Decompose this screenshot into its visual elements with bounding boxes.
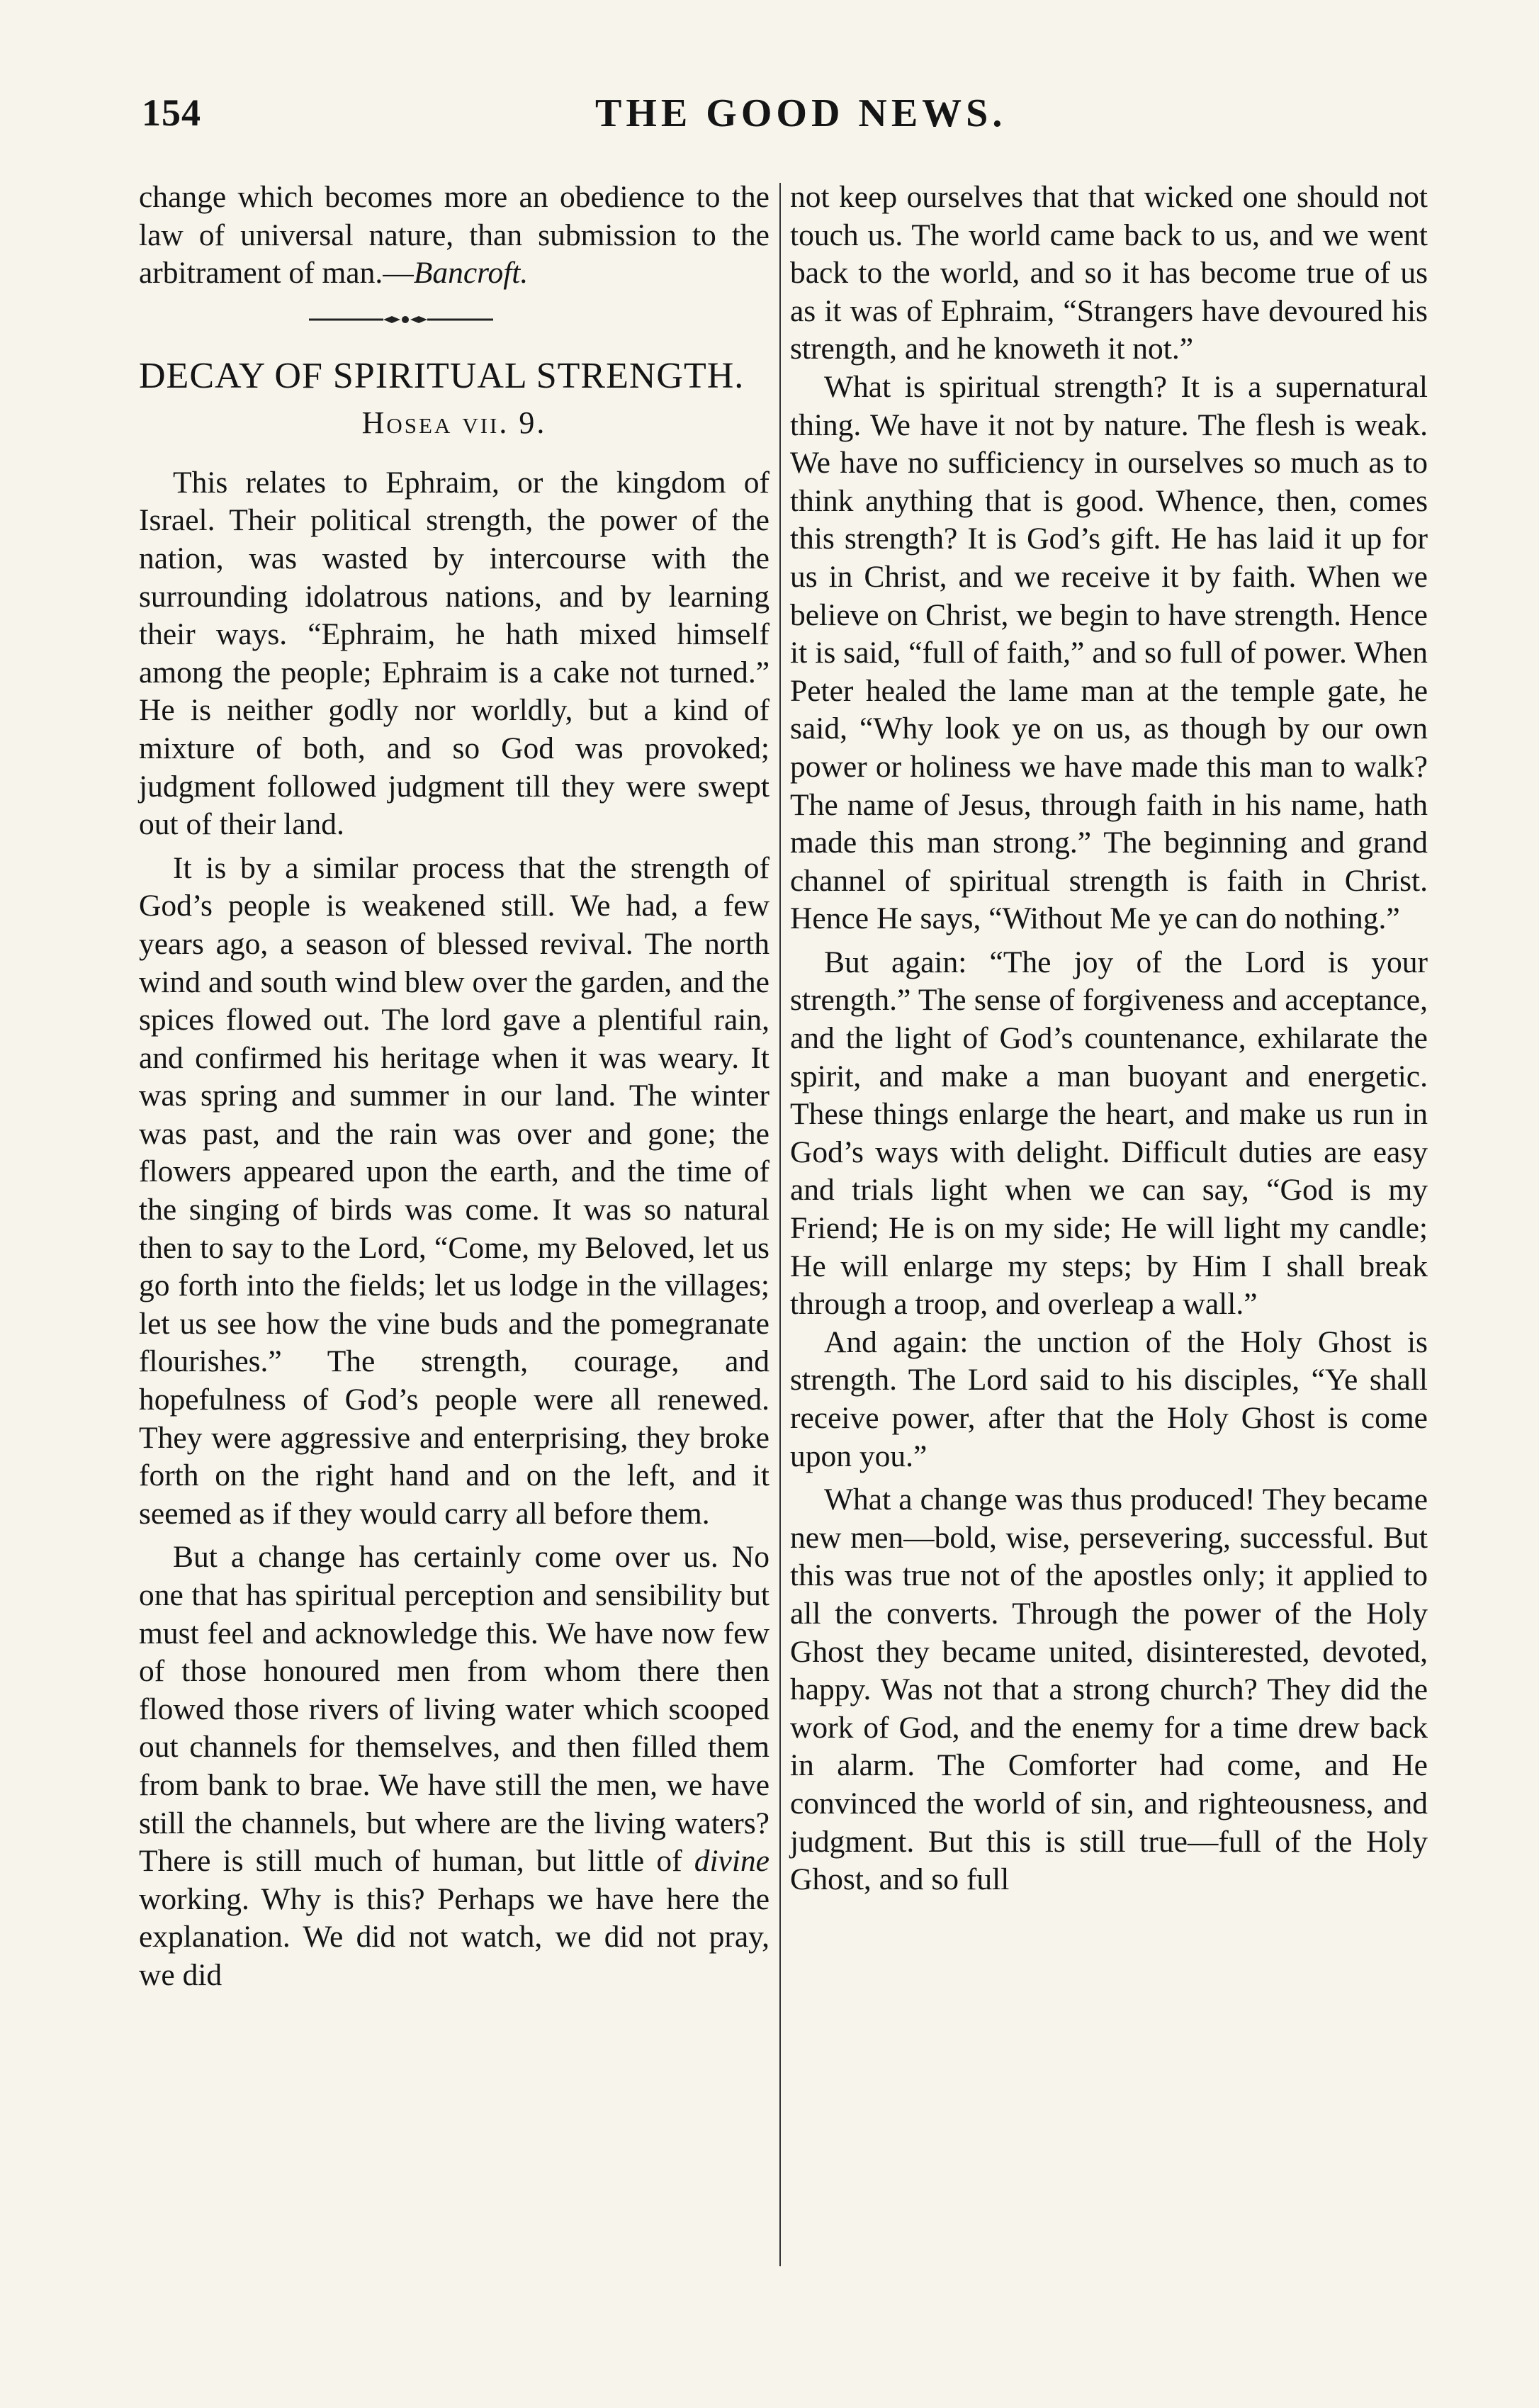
section-reference: Hosea vii. 9. <box>361 405 547 440</box>
page-number: 154 <box>142 91 201 134</box>
body-paragraph-last <box>139 1538 770 1994</box>
ornament-rule-icon <box>309 314 493 325</box>
left-column <box>139 179 770 1995</box>
running-head <box>142 91 1417 140</box>
body-paragraph: But again: “The joy of the Lord is your strength.” The sense of forgiveness and acceptance, and the light of God’s countenance, exhilarate the spirit, and make a man buoyant and energetic. These things enlarge the heart, and make us run in God’s ways with delight. Difficult duties are easy and trials light when we can say, “God is my Friend; He is on my side; He will light my candle; He will enlarge my steps; by Him I shall break through a troop, and overleap a wall.” <box>790 945 1428 1322</box>
intro-text: change which becomes more an obedience to the law of universal nature, than submission to the arbitrament of man.— <box>139 180 770 291</box>
paragraph-text: working. Why is this? Perhaps we have here the explanation. We did not watch, we did not pray, we did <box>139 1881 770 1992</box>
journal-title: THE GOOD NEWS. <box>595 91 1007 135</box>
right-column <box>790 179 1428 1899</box>
paragraph-text: But a change has certainly come over us. No one that has spiritual perception and sensibility but must feel and acknowledge this. We have now few of those honoured men from whom there then flowed those rivers of living water which scooped out channels for themselves, and then filled them from bank to brae. We have still the men, we have still the channels, but where are the living waters? There is still much of human, but little of <box>139 1540 770 1879</box>
body-paragraph: This relates to Ephraim, or the kingdom of Israel. Their political strength, the power of the nation, was wasted by intercourse with the surrounding idolatrous nations, and by learning their ways. “Ephraim, he hath mixed himself among the people; Ephraim is a cake not turned.” He is neither godly nor worldly, but a kind of mixture of both, and so God was provoked; judgment followed judgment till they were swept out of their land. <box>139 465 770 842</box>
section-title: DECAY OF SPIRITUAL STRENGTH. <box>139 355 745 396</box>
intro-author: Bancroft. <box>413 256 529 291</box>
body-paragraph: What is spiritual strength? It is a supernatural thing. We have it not by nature. The flesh is weak. We have no sufficiency in ourselves so much as to think anything that is good. Whence, then, comes this strength? It is God’s gift. He has laid it up for us in Christ, and we receive it by faith. When we believe on Christ, we begin to have strength. Hence it is said, “full of faith,” and so full of power. When Peter healed the lame man at the temple gate, he said, “Why look ye on us, as though by our own power or holiness we have made this man to walk? The name of Jesus, through faith in his name, hath made this man strong.” The beginning and grand channel of spiritual strength is faith in Christ. Hence He says, “Without Me ye can do nothing.” <box>790 369 1428 936</box>
body-paragraph: not keep ourselves that that wicked one should not touch us. The world came back to us, and we went back to the world, and so it has become true of us as it was of Ephraim, “Strangers have devoured his strength, and he knoweth it not.” <box>790 180 1428 366</box>
body-paragraph: It is by a similar process that the strength of God’s people is weakened still. We had, a few years ago, a season of blessed revival. The north wind and south wind blew over the garden, and the spices flowed out. The lord gave a plentiful rain, and confirmed his heritage when it was weary. It was spring and summer in our land. The winter was past, and the rain was over and gone; the flowers appeared upon the earth, and the time of the singing of birds was come. It was so natural then to say to the Lord, “Come, my Beloved, let us go forth into the fields; let us lodge in the villages; let us see how the vine buds and the pomegranate flourishes.” The strength, courage, and hopefulness of God’s people were all renewed. They were aggressive and enterprising, they broke forth on the right hand and on the left, and it seemed as if they would carry all before them. <box>139 850 770 1531</box>
ornament-divider <box>139 293 770 348</box>
body-paragraph: And again: the unction of the Holy Ghost is strength. The Lord said to his disciples, “Ye shall receive power, after that the Holy Ghost is come upon you.” <box>790 1324 1428 1473</box>
column-divider <box>779 183 781 2266</box>
intro-paragraph <box>139 179 770 293</box>
paragraph-italic-word: divine <box>694 1844 770 1879</box>
body-paragraph: What a change was thus produced! They became new men—bold, wise, persevering, successful. But this was true not of the apostles only; it applied to all the converts. Through the power of the Holy Ghost they became united, disinterested, devoted, happy. Was not that a strong church? They did the work of God, and the enemy for a time drew back in alarm. The Comforter had come, and He convinced the world of sin, and righteousness, and judgment. But this is still true—full of the Holy Ghost, and so full <box>790 1483 1428 1897</box>
